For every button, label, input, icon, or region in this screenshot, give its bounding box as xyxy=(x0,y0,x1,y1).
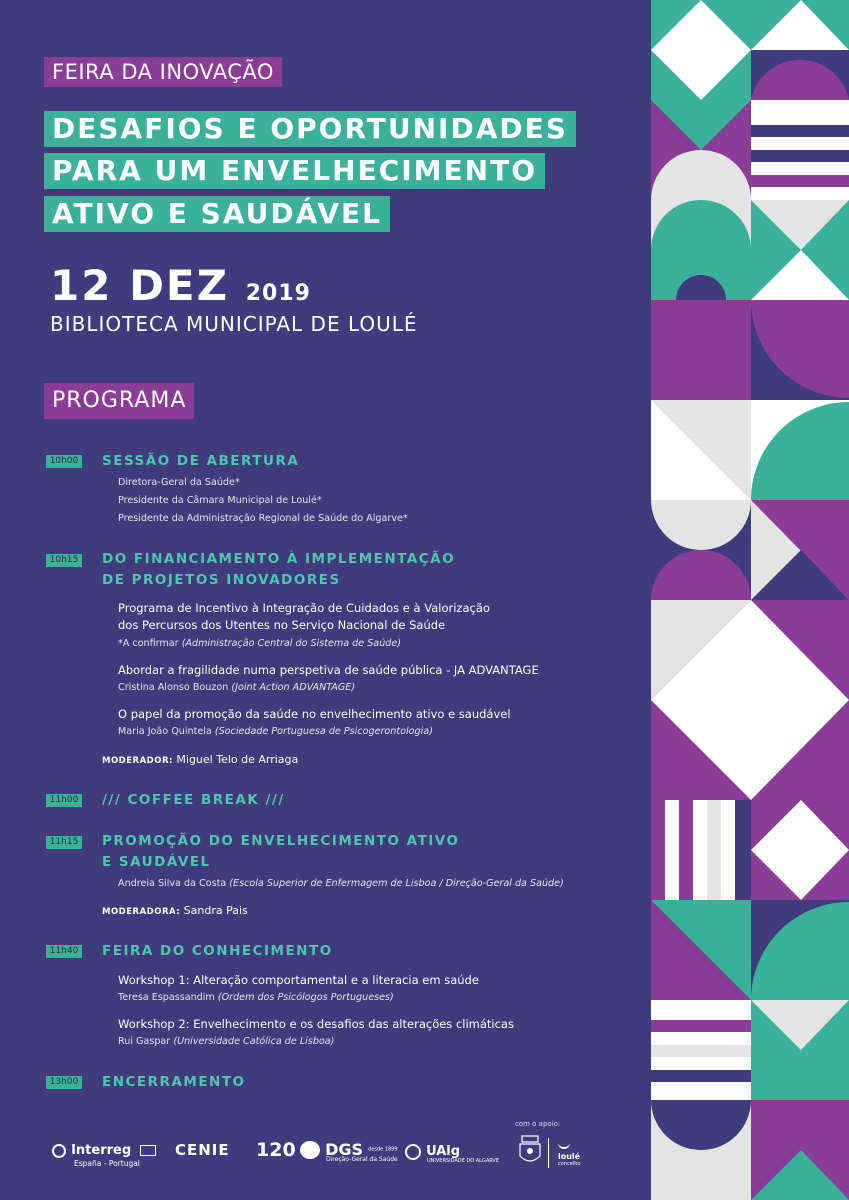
loule-logo xyxy=(558,1143,580,1167)
pattern-graphic xyxy=(651,0,849,1200)
program-heading: PROGRAMA xyxy=(44,383,194,419)
coat-of-arms-graphic xyxy=(516,1134,544,1168)
interreg-icon xyxy=(52,1144,66,1158)
session-title: DO FINANCIAMENTO À IMPLEMENTAÇÃO xyxy=(102,551,456,567)
time-badge: 10h00 xyxy=(46,455,82,468)
date-year: 2019 xyxy=(245,281,311,306)
session-title: SESSÃO DE ABERTURA xyxy=(102,453,300,469)
interreg-name: Interreg xyxy=(71,1143,132,1158)
loule-coat-of-arms-icon xyxy=(516,1134,544,1172)
workshop-speaker xyxy=(118,989,394,1006)
moderator-name: Miguel Telo de Arriaga xyxy=(176,753,299,766)
workshop-title: Workshop 2: Envelhecimento e os desafios das alterações climáticas xyxy=(118,1017,514,1031)
event-venue: BIBLIOTECA MUNICIPAL DE LOULÉ xyxy=(50,312,418,336)
moderator-name: Sandra Pais xyxy=(183,904,248,917)
workshop-title: Workshop 1: Alteração comportamental e a literacia em saúde xyxy=(118,973,479,987)
moderator-label: MODERADORA: xyxy=(102,907,181,917)
talk-title: Abordar a fragilidade numa perspetiva de saúde pública - JA ADVANTAGE xyxy=(118,663,539,677)
speaker-line: Presidente da Câmara Municipal de Loulé* xyxy=(118,495,322,506)
talk-speaker xyxy=(118,635,401,652)
speaker-name: Maria João Quintela xyxy=(118,726,212,737)
footer-divider xyxy=(548,1138,549,1168)
speaker-line: Presidente da Administração Regional de Saúde do Algarve* xyxy=(118,513,408,524)
session-title: ENCERRAMENTO xyxy=(102,1074,246,1090)
time-badge: 10h15 xyxy=(46,554,82,567)
workshop-speaker xyxy=(118,1033,334,1050)
moderator xyxy=(102,903,248,920)
logo-120-years: 120 xyxy=(256,1139,296,1161)
loule-mark-icon xyxy=(558,1143,570,1149)
time-badge: 11h40 xyxy=(46,945,82,958)
ualg-logo xyxy=(405,1141,499,1164)
date-day-month: 12 DEZ xyxy=(50,261,230,310)
speaker-affiliation: (Universidade Católica de Lisboa) xyxy=(173,1036,335,1047)
talk-speaker xyxy=(118,875,564,892)
title-line-3: ATIVO E SAUDÁVEL xyxy=(44,196,390,232)
geometric-pattern xyxy=(651,0,849,1200)
interreg-subtitle: España - Portugal xyxy=(74,1159,140,1168)
speaker-line: Diretora-Geral da Saúde* xyxy=(118,477,240,488)
session-title: FEIRA DO CONHECIMENTO xyxy=(102,943,333,959)
event-tag: FEIRA DA INOVAÇÃO xyxy=(44,57,282,87)
loule-subtitle: concelho xyxy=(558,1161,581,1167)
session-title: /// COFFEE BREAK /// xyxy=(102,792,285,808)
speaker-affiliation: (Joint Action ADVANTAGE) xyxy=(231,682,356,693)
title-line-2: PARA UM ENVELHECIMENTO xyxy=(44,153,545,189)
time-badge: 11h15 xyxy=(46,836,82,849)
talk-speaker xyxy=(118,679,355,696)
title-line-1: DESAFIOS E OPORTUNIDADES xyxy=(44,111,576,147)
moderator xyxy=(102,752,298,769)
dgs-subtitle: Direção-Geral da Saúde xyxy=(326,1156,398,1163)
session-title: PROMOÇÃO DO ENVELHECIMENTO ATIVO xyxy=(102,833,460,849)
session-title-cont: E SAUDÁVEL xyxy=(102,854,211,870)
speaker-name: Andreia Silva da Costa xyxy=(118,878,227,889)
talk-title: O papel da promoção da saúde no envelhecimento ativo e saudável xyxy=(118,707,511,721)
speaker-affiliation: (Sociedade Portuguesa de Psicogerontologia) xyxy=(214,726,433,737)
talk-speaker xyxy=(118,723,433,740)
loule-name: loulé xyxy=(558,1152,581,1161)
cenie-logo: CENIE xyxy=(175,1141,230,1159)
event-date xyxy=(50,262,311,318)
eu-flag-icon xyxy=(140,1145,156,1156)
moderator-label: MODERADOR: xyxy=(102,756,173,766)
speaker-affiliation: (Ordem dos Psicólogos Portugueses) xyxy=(217,992,394,1003)
speaker-name: Teresa Espassandim xyxy=(118,992,215,1003)
time-badge: 11h00 xyxy=(46,794,82,807)
interreg-logo xyxy=(52,1140,156,1168)
dgs-logo xyxy=(300,1139,398,1163)
talk-title-cont: dos Percursos dos Utentes no Serviço Nacional de Saúde xyxy=(118,618,446,632)
ualg-icon xyxy=(405,1144,421,1160)
session-title-cont: DE PROJETOS INOVADORES xyxy=(102,572,341,588)
dgs-name: DGS xyxy=(325,1140,364,1159)
speaker-name: Cristina Alonso Bouzon xyxy=(118,682,229,693)
speaker-affiliation: (Administração Central do Sistema de Saúde) xyxy=(181,638,402,649)
ualg-subtitle: UNIVERSIDADE DO ALGARVE xyxy=(427,1158,500,1164)
support-label: com o apoio: xyxy=(515,1120,561,1128)
speaker-name: *A confirmar xyxy=(118,638,179,649)
speaker-affiliation: (Escola Superior de Enfermagem de Lisboa / Direção-Geral da Saúde) xyxy=(229,878,564,889)
dgs-since: desde 1899 xyxy=(368,1146,398,1153)
speaker-name: Rui Gaspar xyxy=(118,1036,171,1047)
ualg-name: UAlg xyxy=(426,1144,461,1159)
talk-title: Programa de Incentivo à Integração de Cuidados e à Valorização xyxy=(118,601,490,615)
time-badge: 13h00 xyxy=(46,1076,82,1089)
dgs-icon xyxy=(300,1141,320,1159)
